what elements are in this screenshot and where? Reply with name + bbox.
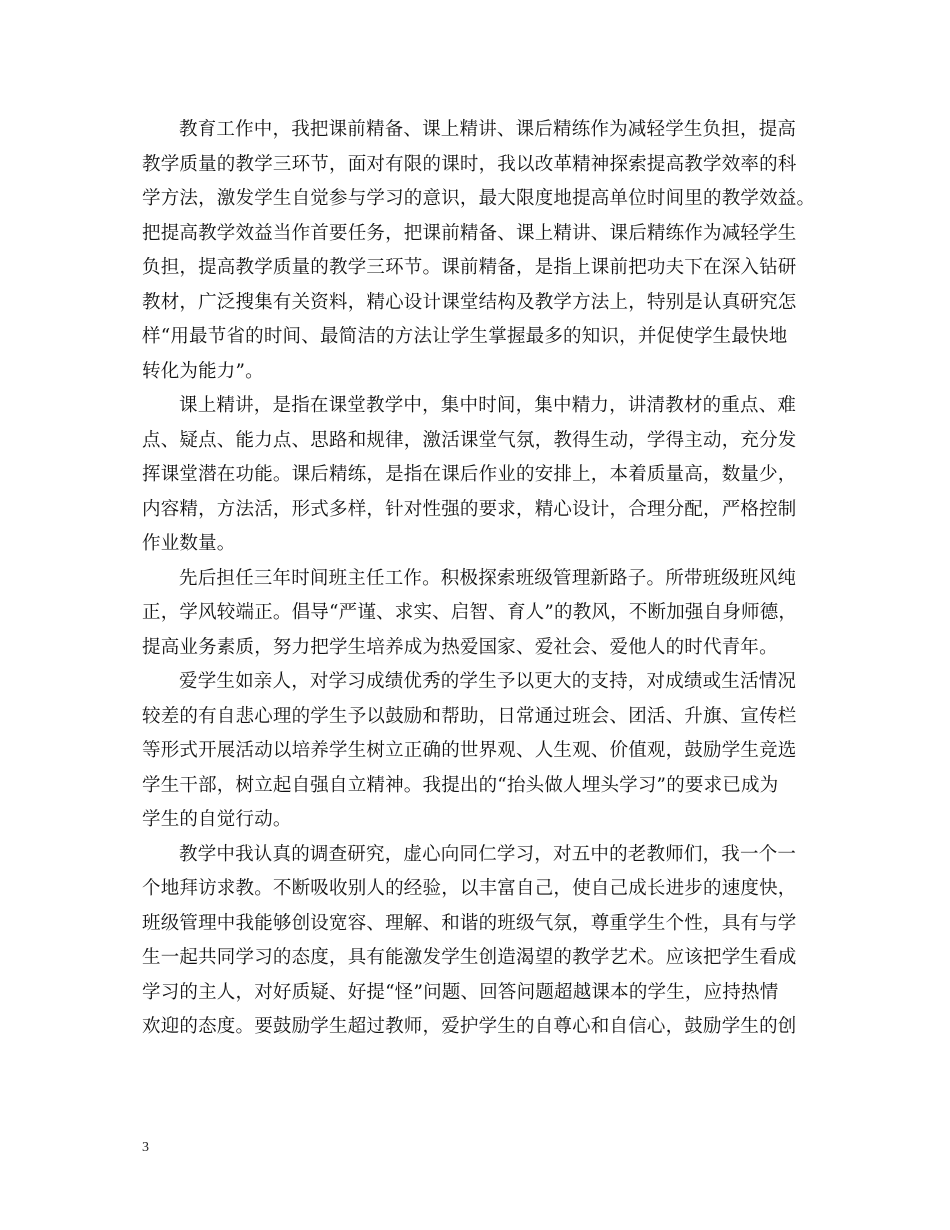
- paragraph-first-line: 先后担任三年时间班主任工作。积极探索班级管理新路子。所带班级班风纯: [179, 567, 797, 589]
- text-line: 较差的有自悲心理的学生予以鼓励和帮助，日常通过班会、团活、升旗、宣传栏: [142, 705, 797, 727]
- text-line: 个地拜访求教。不断吸收别人的经验，以丰富自己，使自己成长进步的速度快，: [142, 878, 797, 899]
- text-line: 内容精，方法活，形式多样，针对性强的要求，精心设计，合理分配，严格控制: [142, 498, 797, 520]
- text-line: 负担，提高教学质量的教学三环节。课前精备，是指上课前把功夫下在深入钻研: [142, 257, 797, 278]
- text-line: 正，学风较端正。倡导“严谨、求实、启智、育人”的教风，不断加强自身师德，: [142, 602, 798, 623]
- text-line: 点、疑点、能力点、思路和规律，激活课堂气氛，教得生动，学得主动，充分发: [142, 429, 797, 451]
- paragraph-first-line: 教育工作中，我把课前精备、课上精讲、课后精练作为减轻学生负担，提高: [179, 119, 797, 140]
- text-line: 学习的主人，对好质疑、好提“怪”问题、回答问题超越课本的学生，应持热情: [142, 981, 779, 1003]
- paragraph-first-line: 课上精讲，是指在课堂教学中，集中时间，集中精力，讲清教材的重点、难: [179, 395, 797, 416]
- text-line: 学生干部，树立起自强自立精神。我提出的“抬头做人埋头学习”的要求已成为: [142, 774, 779, 796]
- text-line: 学方法，激发学生自觉参与学习的意识，最大限度地提高单位时间里的教学效益。: [142, 188, 816, 209]
- text-line: 等形式开展活动以培养学生树立正确的世界观、人生观、价值观，鼓励学生竞选: [142, 740, 797, 761]
- text-line: 转化为能力”。: [142, 360, 264, 382]
- text-line: 教材，广泛搜集有关资料，精心设计课堂结构及教学方法上，特别是认真研究怎: [142, 291, 797, 313]
- text-line: 作业数量。: [142, 533, 236, 554]
- paragraph-first-line: 爱学生如亲人，对学习成绩优秀的学生予以更大的支持，对成绩或生活情况: [179, 671, 797, 692]
- text-line: 样“用最节省的时间、最简洁的方法让学生掌握最多的知识，并促使学生最快地: [142, 326, 788, 347]
- text-line: 把提高教学效益当作首要任务，把课前精备、课上精讲、课后精练作为减轻学生: [142, 222, 797, 244]
- text-line: 学生的自觉行动。: [142, 809, 292, 830]
- body-text: [142, 113, 822, 1045]
- text-line: 欢迎的态度。要鼓励学生超过教师，爱护学生的自尊心和自信心，鼓励学生的创: [142, 1016, 797, 1037]
- text-line: 班级管理中我能够创设宽容、理解、和谐的班级气氛，尊重学生个性，具有与学: [142, 912, 797, 934]
- text-line: 生一起共同学习的态度，具有能激发学生创造渴望的教学艺术。应该把学生看成: [142, 947, 797, 968]
- page-number: 3: [142, 1140, 149, 1155]
- text-line: 教学质量的教学三环节，面对有限的课时，我以改革精神探索提高教学效率的科: [142, 153, 797, 175]
- text-line: 提高业务素质，努力把学生培养成为热爱国家、爱社会、爱他人的时代青年。: [142, 636, 778, 658]
- text-line: 挥课堂潜在功能。课后精练，是指在课后作业的安排上，本着质量高，数量少，: [142, 464, 797, 485]
- paragraph-first-line: 教学中我认真的调查研究，虚心向同仁学习，对五中的老教师们，我一个一: [179, 843, 797, 865]
